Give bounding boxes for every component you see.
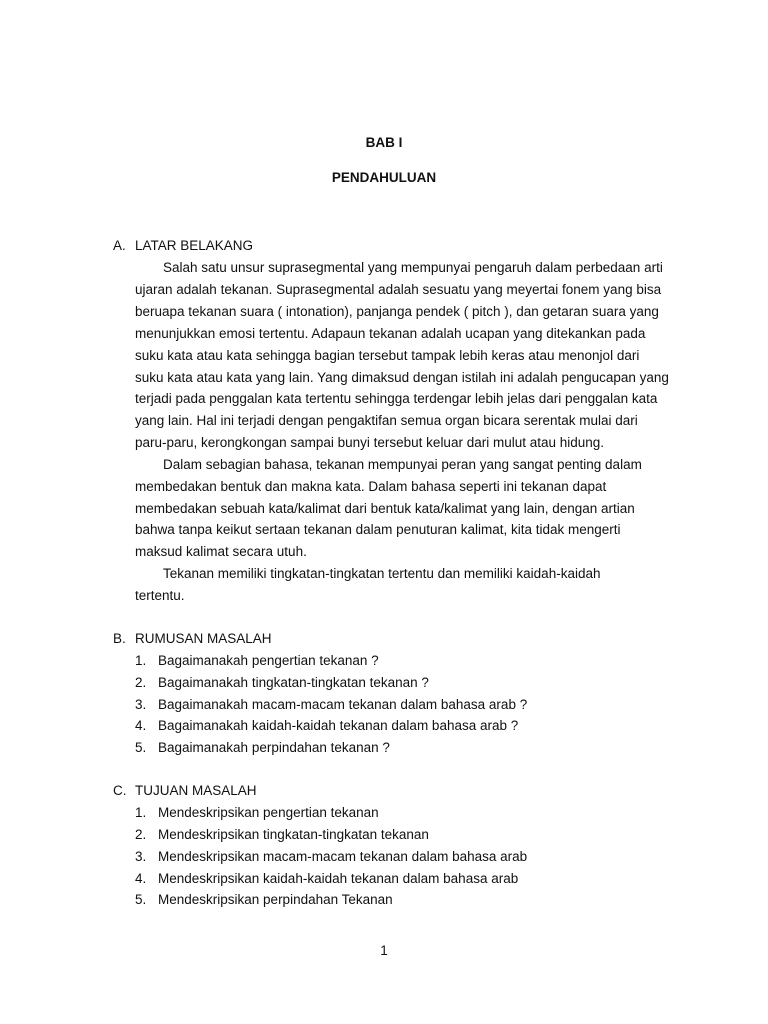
paragraph-line: suku kata atau kata yang lain. Yang dimaksud dengan istilah ini adalah pengucapan yang <box>135 370 669 385</box>
list-item-number: 2. <box>135 675 147 690</box>
section-a-heading: LATAR BELAKANG <box>135 238 254 253</box>
page-number: 1 <box>380 943 388 958</box>
list-item-number: 1. <box>135 653 147 668</box>
list-item-number: 5. <box>135 740 147 755</box>
chapter-number: BAB I <box>365 135 403 150</box>
paragraph-line: suku kata atau kata sehingga bagian tersebut tampak lebih keras atau menonjol dari <box>135 348 640 363</box>
list-item: Bagaimanakah pengertian tekanan ? <box>158 653 379 668</box>
section-c-heading: TUJUAN MASALAH <box>135 783 257 798</box>
list-item-number: 4. <box>135 871 147 886</box>
list-item: Mendeskripsikan tingkatan-tingkatan tekanan <box>158 827 429 842</box>
paragraph-line: terjadi pada penggalan kata tertentu sehingga terdengar lebih jelas dari penggalan kata <box>135 391 658 406</box>
paragraph-line: yang lain. Hal ini terjadi dengan pengaktifan semua organ bicara serentak mulai dari <box>135 413 638 428</box>
list-item-number: 5. <box>135 892 147 907</box>
section-c-label: C. <box>113 783 127 798</box>
paragraph-line: ujaran adalah tekanan. Suprasegmental adalah sesuatu yang meyertai fonem yang bisa <box>135 282 662 297</box>
chapter-title: PENDAHULUAN <box>331 170 437 185</box>
paragraph-line: tertentu. <box>135 588 185 603</box>
list-item-number: 3. <box>135 697 147 712</box>
list-item-number: 4. <box>135 718 147 733</box>
list-item: Bagaimanakah tingkatan-tingkatan tekanan ? <box>158 675 429 690</box>
list-item: Bagaimanakah macam-macam tekanan dalam bahasa arab ? <box>158 697 528 712</box>
paragraph-line: membedakan sebuah kata/kalimat dari bentuk kata/kalimat yang lain, dengan artian <box>135 501 635 516</box>
list-item: Mendeskripsikan perpindahan Tekanan <box>158 892 393 907</box>
section-b-label: B. <box>113 631 126 646</box>
list-item-number: 3. <box>135 849 147 864</box>
paragraph-line: bahwa tanpa keikut sertaan tekanan dalam penuturan kalimat, kita tidak mengerti <box>135 522 621 537</box>
list-item-number: 1. <box>135 805 147 820</box>
paragraph-line: beruapa tekanan suara ( intonation), panjanga pendek ( pitch ), dan getaran suara yang <box>135 304 659 319</box>
list-item: Mendeskripsikan kaidah-kaidah tekanan dalam bahasa arab <box>158 871 519 886</box>
list-item-number: 2. <box>135 827 147 842</box>
paragraph-line: maksud kalimat secara utuh. <box>135 544 307 559</box>
paragraph-line: Salah satu unsur suprasegmental yang mempunyai pengaruh dalam perbedaan arti <box>163 260 663 275</box>
list-item: Mendeskripsikan macam-macam tekanan dalam bahasa arab <box>158 849 528 864</box>
section-a-label: A. <box>113 238 126 253</box>
paragraph-line: Dalam sebagian bahasa, tekanan mempunyai peran yang sangat penting dalam <box>163 457 642 472</box>
list-item: Bagaimanakah kaidah-kaidah tekanan dalam bahasa arab ? <box>158 718 519 733</box>
list-item: Mendeskripsikan pengertian tekanan <box>158 805 379 820</box>
paragraph-line: membedakan bentuk dan makna kata. Dalam bahasa seperti ini tekanan dapat <box>135 479 607 494</box>
paragraph-line: menunjukkan emosi tertentu. Adapaun tekanan adalah ucapan yang ditekankan pada <box>135 326 646 341</box>
section-b-heading: RUMUSAN MASALAH <box>135 631 272 646</box>
list-item: Bagaimanakah perpindahan tekanan ? <box>158 740 390 755</box>
paragraph-line: Tekanan memiliki tingkatan-tingkatan tertentu dan memiliki kaidah-kaidah <box>163 566 601 581</box>
paragraph-line: paru-paru, kerongkongan sampai bunyi tersebut keluar dari mulut atau hidung. <box>135 435 605 450</box>
